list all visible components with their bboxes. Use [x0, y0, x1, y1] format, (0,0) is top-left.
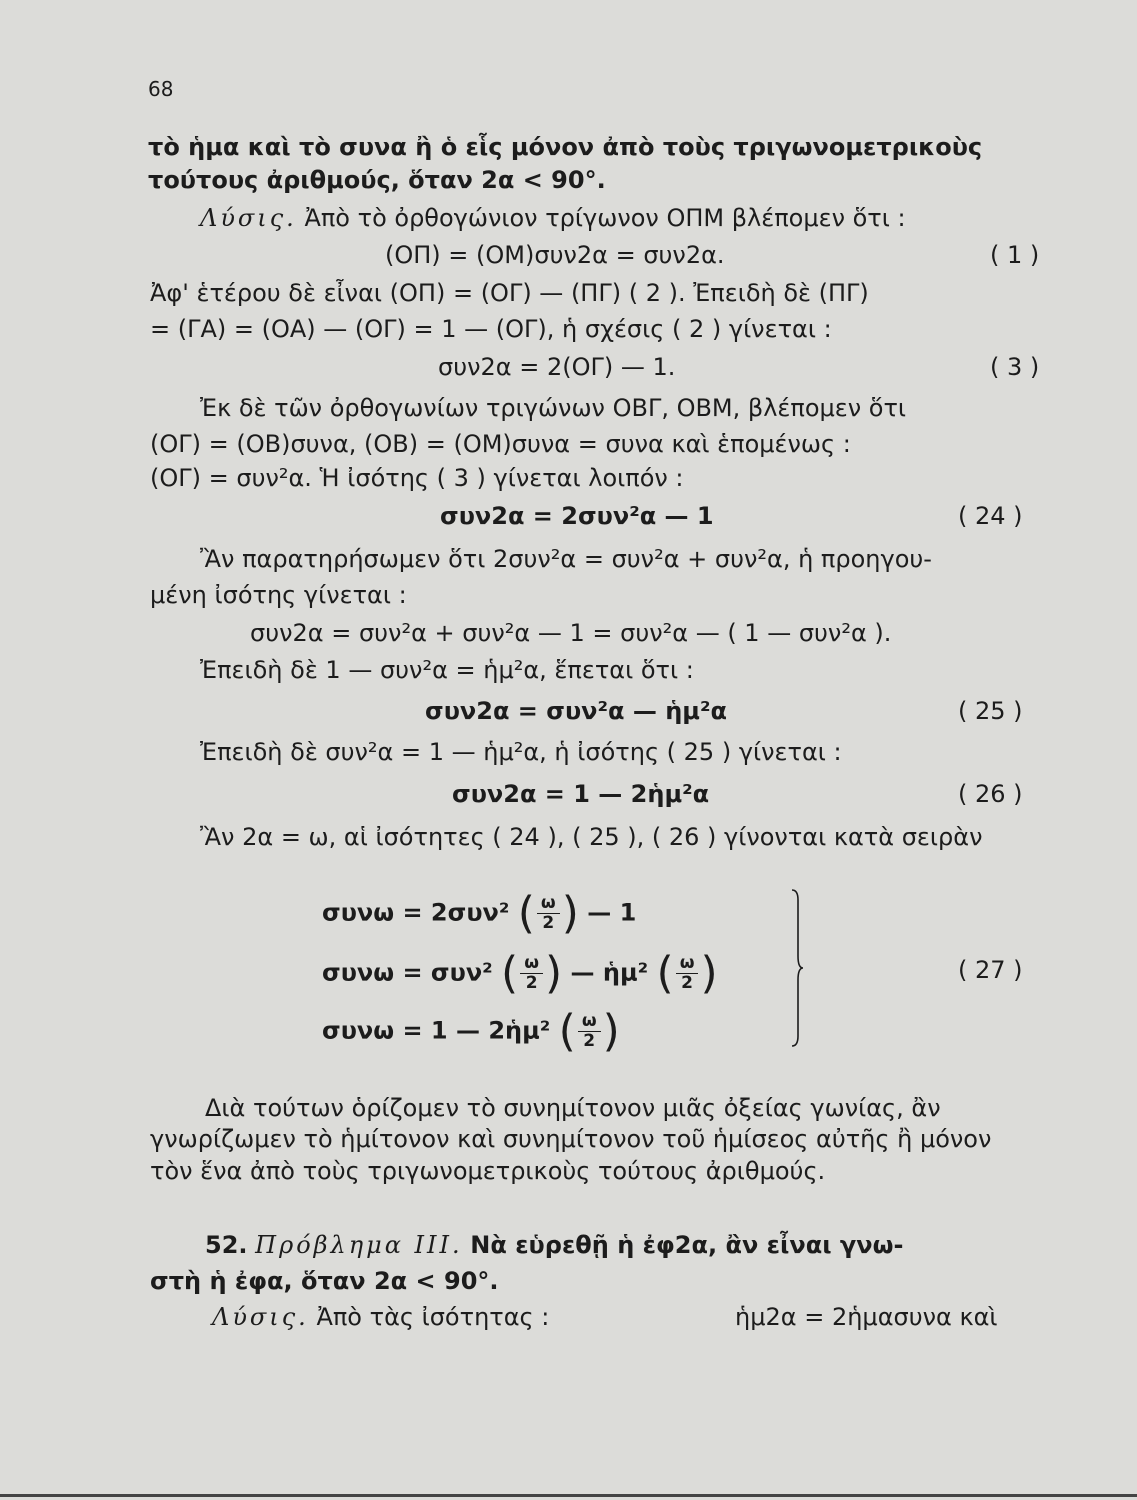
solution-label-2: Λύσις. — [212, 1303, 309, 1331]
page-bottom-edge — [0, 1494, 1137, 1497]
equation-3: συν2α = 2(ΟΓ) — 1. — [438, 353, 676, 381]
text-line-9: (ΟΓ) = (ΟΒ)συνα, (ΟΒ) = (ΟΜ)συνα = συνα καὶ ἑπομένως : — [150, 430, 851, 458]
text-line-10: (ΟΓ) = συν²α. Ἡ ἰσότης ( 3 ) γίνεται λοιπόν : — [150, 464, 684, 492]
page-number: 68 — [148, 77, 174, 101]
equation-number-25: ( 25 ) — [958, 697, 1023, 725]
text-line-20: Διὰ τούτων ὁρίζομεν τὸ συνημίτονον μιᾶς ὀξείας γωνίας, ἂν — [205, 1094, 941, 1122]
equation-number-24: ( 24 ) — [958, 502, 1023, 530]
problem-text: Νὰ εὑρεθῇ ἡ ἐφ2α, ἂν εἶναι γνω- — [470, 1231, 904, 1259]
text-line-12: Ἂν παρατηρήσωμεν ὅτι 2συν²α = συν²α + συν²α, ἡ προηγου- — [200, 545, 932, 573]
solution-line — [200, 203, 906, 233]
solution-label: Λύσις. — [200, 204, 297, 232]
text-line-17: Ἐπειδὴ δὲ συν²α = 1 — ἡμ²α, ἡ ἰσότης ( 25 ) γίνεται : — [200, 738, 842, 766]
equation-25: συν2α = συν²α — ἡμ²α — [425, 697, 727, 725]
text-line-22: τὸν ἕνα ἀπὸ τοὺς τριγωνομετρικοὺς τούτους ἀριθμούς. — [150, 1157, 826, 1185]
formula-27c: συνω = 1 — 2ἡμ² ( $\frac{\omega}{2}$ ) — [322, 1005, 620, 1057]
text-line-15: Ἐπειδὴ δὲ 1 — συν²α = ἡμ²α, ἕπεται ὅτι : — [200, 656, 694, 684]
solution-text-2: Ἀπὸ τὰς ἰσότητας : — [316, 1303, 550, 1331]
formula-27a: συνω = 2συν² ( $\frac{\omega}{2}$ ) — 1 — [322, 887, 637, 939]
equation-expansion: συν2α = συν²α + συν²α — 1 = συν²α — ( 1 — συν²α ). — [250, 619, 892, 647]
formula-27b: συνω = συν² ( $\frac{\omega}{2}$ ) — ἡμ² ( $\frac{\omega}{2}$ ) — [322, 947, 718, 999]
problem-number: 52. — [205, 1231, 248, 1259]
equation-26: συν2α = 1 — 2ἡμ²α — [452, 780, 710, 808]
solution-line-2 — [212, 1302, 549, 1332]
text-line-1: τὸ ἡμα καὶ τὸ συνα ἢ ὁ εἷς μόνον ἀπὸ τοὺς τριγωνομετρικοὺς — [148, 133, 983, 161]
problem-line-2: στὴ ἡ ἐφα, ὅταν 2α < 90°. — [150, 1267, 499, 1295]
equation-number-26: ( 26 ) — [958, 780, 1023, 808]
problem-label: Πρόβλημα ΙΙΙ. — [255, 1231, 463, 1259]
equation-number-27: ( 27 ) — [958, 956, 1023, 984]
text-line-2: τούτους ἀριθμούς, ὅταν 2α < 90°. — [148, 166, 606, 194]
text-line-8: Ἐκ δὲ τῶν ὀρθογωνίων τριγώνων ΟΒΓ, ΟΒΜ, βλέπομεν ὅτι — [200, 394, 907, 422]
equation-1: (ΟΠ) = (ΟΜ)συν2α = συν2α. — [385, 241, 725, 269]
right-brace — [790, 888, 804, 1048]
text-line-19: Ἂν 2α = ω, αἱ ἰσότητες ( 24 ), ( 25 ), ( 26 ) γίνονται κατὰ σειρὰν — [200, 823, 983, 851]
problem-heading — [205, 1230, 903, 1260]
text-line-21: γνωρίζωμεν τὸ ἡμίτονον καὶ συνημίτονον τοῦ ἡμίσεος αὐτῆς ἢ μόνον — [150, 1125, 992, 1153]
equation-number-3: ( 3 ) — [990, 353, 1040, 381]
equation-number-1: ( 1 ) — [990, 241, 1040, 269]
text-line-13: μένη ἰσότης γίνεται : — [150, 581, 407, 609]
equation-24: συν2α = 2συν²α — 1 — [440, 502, 714, 530]
solution-right-formula: ἡμ2α = 2ἡμασυνα καὶ — [735, 1303, 998, 1331]
text-line-6: = (ΓΑ) = (ΟΑ) — (ΟΓ) = 1 — (ΟΓ), ἡ σχέσις ( 2 ) γίνεται : — [150, 315, 832, 343]
solution-text: Ἀπὸ τὸ ὀρθογώνιον τρίγωνον ΟΠΜ βλέπομεν ὅτι : — [304, 204, 906, 232]
text-line-5: Ἀφ' ἑτέρου δὲ εἶναι (ΟΠ) = (ΟΓ) — (ΠΓ) ( 2 ). Ἐπειδὴ δὲ (ΠΓ) — [150, 279, 869, 307]
